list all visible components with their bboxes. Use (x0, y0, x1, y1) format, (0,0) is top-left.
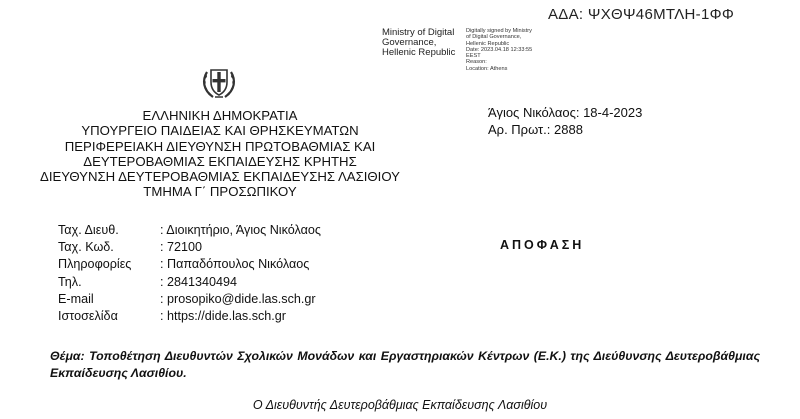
contact-value: : prosopiko@dide.las.sch.gr (160, 291, 316, 306)
contact-value: : 2841340494 (160, 274, 238, 289)
contact-value: : https://dide.las.sch.gr (160, 309, 286, 324)
header-line: ΤΜΗΜΑ Γ΄ ΠΡΟΣΩΠΙΚΟΥ (143, 184, 297, 200)
contact-row (58, 222, 321, 239)
ada-code: ΑΔΑ: ΨΧΘΨ46ΜΤΛΗ-1ΦΦ (548, 6, 735, 23)
document-type-title: ΑΠΟΦΑΣΗ (500, 238, 585, 252)
contact-row (58, 256, 321, 273)
contact-value: : Διοικητήριο, Άγιος Νικόλαος (160, 223, 321, 237)
closing-line: Ο Διευθυντής Δευτεροβάθμιας Εκπαίδευσης Λασιθίου (252, 398, 548, 412)
contact-row (58, 308, 321, 325)
signer-line: Ministry of Digital (382, 27, 455, 38)
header-line: ΕΛΛΗΝΙΚΗ ΔΗΜΟΚΡΑΤΙΑ (142, 108, 298, 123)
protocol-number: Αρ. Πρωτ.: 2888 (488, 122, 583, 137)
issuing-authority-header (40, 108, 400, 200)
contact-value: : 72100 (160, 240, 203, 255)
header-line: ΠΕΡΙΦΕΡΕΙΑΚΗ ΔΙΕΥΘΥΝΣΗ ΠΡΩΤΟΒΑΘΜΙΑΣ ΚΑΙ (64, 138, 376, 154)
contact-row (58, 274, 321, 291)
digital-signature-signer (382, 28, 462, 58)
contact-label: E-mail (58, 291, 94, 306)
signer-line: Governance, (382, 37, 437, 48)
signature-detail-line: Date: 2023.04.18 12:33:55 (466, 46, 533, 53)
signature-detail-line: of Digital Governance, (466, 34, 522, 41)
signature-detail-line: Reason: (466, 59, 487, 66)
place-date-block (488, 104, 642, 138)
contact-label: Ταχ. Κωδ. (58, 240, 114, 255)
digital-signature-details (466, 28, 576, 72)
header-line: ΔΕΥΤΕΡΟΒΑΘΜΙΑΣ ΕΚΠΑΙΔΕΥΣΗΣ ΚΡΗΤΗΣ (83, 153, 357, 169)
signer-line: Hellenic Republic (382, 47, 456, 58)
contact-label: Ιστοσελίδα (58, 309, 118, 324)
signature-detail-line: EEST (466, 53, 481, 60)
contact-label: Πληροφορίες (58, 257, 132, 272)
subject-paragraph (50, 348, 760, 382)
header-line: ΔΙΕΥΘΥΝΣΗ ΔΕΥΤΕΡΟΒΑΘΜΙΑΣ ΕΚΠΑΙΔΕΥΣΗΣ ΛΑΣΙΘΙΟΥ (40, 169, 400, 185)
place-date: Άγιος Νικόλαος: 18-4-2023 (488, 105, 643, 120)
contact-label: Τηλ. (58, 274, 82, 289)
contact-value: : Παπαδόπουλος Νικόλαος (160, 257, 310, 272)
contact-details (58, 222, 321, 325)
header-line: ΥΠΟΥΡΓΕΙΟ ΠΑΙΔΕΙΑΣ ΚΑΙ ΘΡΗΣΚΕΥΜΑΤΩΝ (81, 123, 359, 139)
subject-label: Θέμα: (50, 349, 85, 363)
greek-coat-of-arms-icon (199, 62, 239, 102)
contact-row (58, 291, 321, 308)
contact-row (58, 239, 321, 256)
contact-label: Ταχ. Διευθ. (58, 223, 119, 237)
signature-detail-line: Digitally signed by Ministry (466, 28, 532, 34)
signature-detail-line: Location: Athens (466, 65, 508, 72)
signature-detail-line: Hellenic Republic (466, 40, 510, 47)
subject-text: Τοποθέτηση Διευθυντών Σχολικών Μονάδων και Εργαστηριακών Κέντρων (Ε.Κ.) της Διεύθυνσης Δευτεροβάθμιας Εκπαίδευσης Λασιθίου. (50, 349, 760, 380)
